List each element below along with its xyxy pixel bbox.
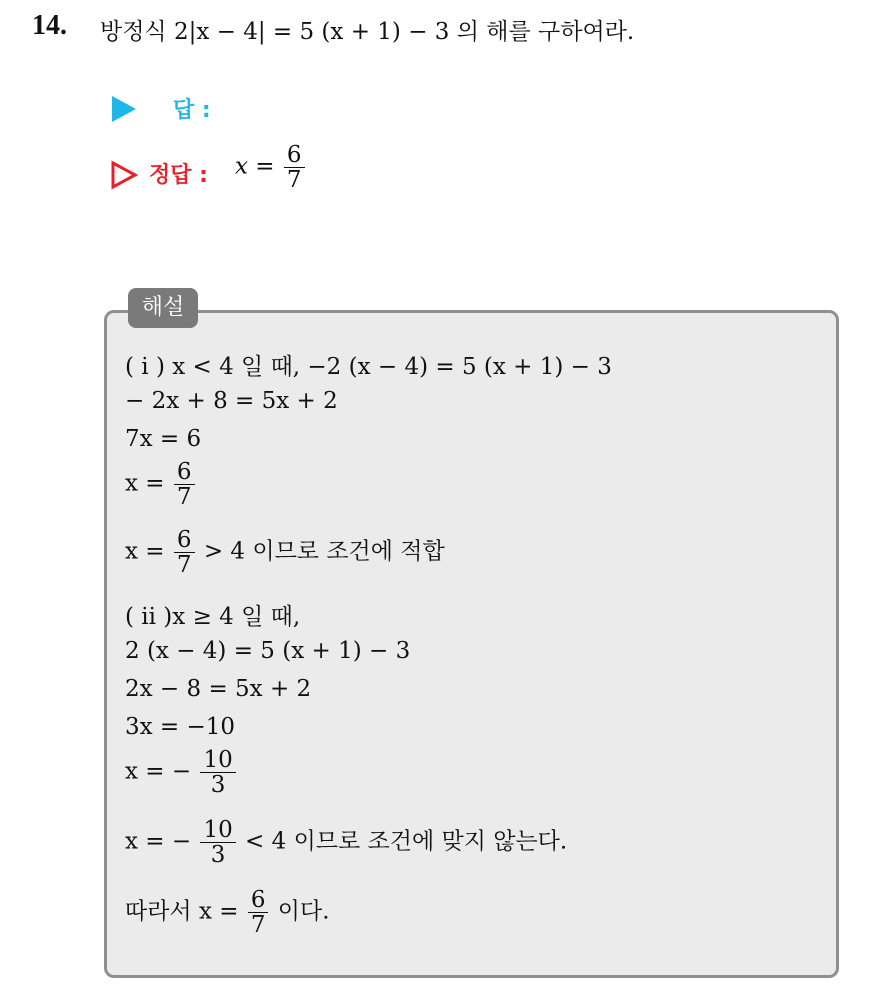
solution-line: − 2x + 8 = 5x + 2 bbox=[125, 388, 338, 414]
fraction: $\frac{10}{3}$ bbox=[200, 748, 235, 797]
fraction: $\frac{6}{7}$ bbox=[174, 460, 195, 509]
question-text bbox=[100, 13, 634, 46]
solution-line: ( i ) x < 4 일 때, −2 (x − 4) = 5 (x + 1) − 3 bbox=[125, 354, 612, 380]
solution-line: x = $\frac{6}{7}$ bbox=[125, 460, 197, 509]
question-prefix: 방정식 bbox=[100, 19, 167, 45]
question-number: 14. bbox=[32, 10, 67, 41]
correct-arrow-icon bbox=[110, 160, 138, 190]
solution-line: 3x = −10 bbox=[125, 714, 236, 740]
solution-line: ( ii )x ≥ 4 일 때, bbox=[125, 604, 301, 630]
solution-line: 따라서 x = $\frac{6}{7}$ 이다. bbox=[125, 887, 330, 939]
solution-line: x = $\frac{6}{7}$ > 4 이므로 조건에 적합 bbox=[125, 527, 445, 579]
solution-line: 2x − 8 = 5x + 2 bbox=[125, 676, 312, 702]
fraction: $\frac{10}{3}$ bbox=[200, 818, 235, 867]
answer-arrow-icon bbox=[112, 96, 136, 122]
solution-line: x = − $\frac{10}{3}$ < 4 이므로 조건에 맞지 않는다. bbox=[125, 817, 568, 869]
fraction: $\frac{6}{7}$ bbox=[248, 888, 269, 937]
solution-tag: 해설 bbox=[128, 288, 198, 328]
question-suffix: 의 해를 구하여라. bbox=[456, 19, 635, 45]
fraction: $\frac{6}{7}$ bbox=[284, 143, 305, 192]
question-equation: 2|x − 4| = 5 (x + 1) − 3 bbox=[173, 19, 450, 45]
fraction: $\frac{6}{7}$ bbox=[174, 528, 195, 577]
solution-line: 7x = 6 bbox=[125, 426, 202, 452]
solution-line: 2 (x − 4) = 5 (x + 1) − 3 bbox=[125, 638, 411, 664]
answer-label: 답 : bbox=[173, 98, 211, 123]
solution-line: x = − $\frac{10}{3}$ bbox=[125, 748, 238, 797]
correct-answer: x = $\frac{6}{7}$ bbox=[235, 143, 307, 192]
correct-label: 정답 : bbox=[149, 163, 208, 188]
